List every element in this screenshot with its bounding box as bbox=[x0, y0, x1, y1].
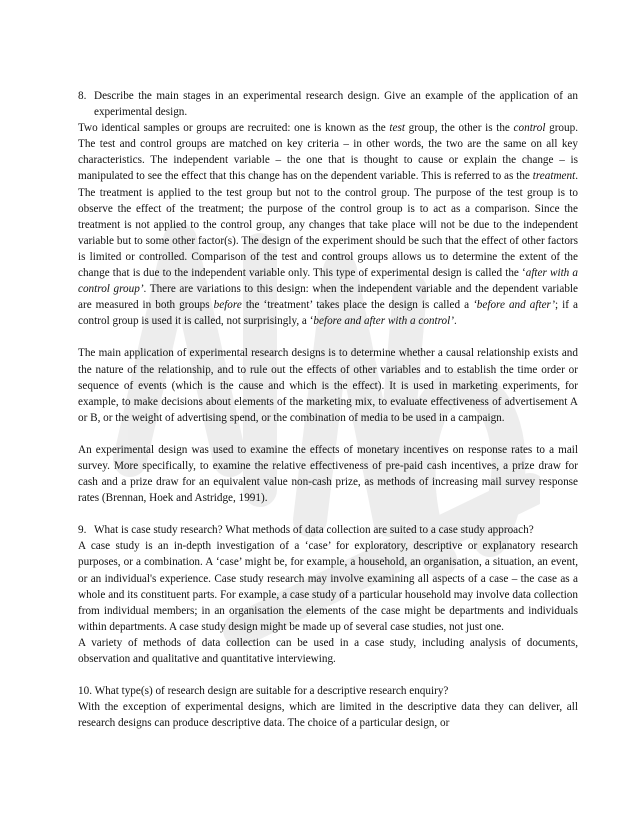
document-body bbox=[78, 88, 578, 731]
paragraph-8b: The main application of experimental research designs is to determine whether a causal relationship exists and the nature of the relationship, and to rule out the effects of other variables and to establish the time order or sequence of events (which is the cause and which is the effect). It is used in marketing experiments, for example, to make decisions about elements of the marketing mix, to evaluate effectiveness of advertisement A or B, or the weight of advertising spend, or the combination of media to be used in a campaign. bbox=[78, 347, 578, 424]
question-number: 9. bbox=[78, 524, 87, 537]
question-number: 8. bbox=[78, 90, 87, 102]
question-10: 10. What type(s) of research design are suitable for a descriptive research enquiry? bbox=[78, 685, 449, 698]
paragraph-8c: An experimental design was used to examine the effects of monetary incentives on response rates to a mail survey. More specifically, to examine the relative effectiveness of pre-paid cash incentives, a prize draw for cash and a prize draw for an equivalent value non-cash prize, as methods of increasing mail survey response rates (Brennan, Hoek and Astridge, 1991). bbox=[78, 443, 578, 505]
paragraph-8a: Two identical samples or groups are recruited: one is known as the test group, the other is the control group. The test and control groups are matched on key criteria – in other words, the two are the same on all key characteristics. The independent variable – the one that is thought to cause or explain the change – is manipulated to see the effect that this change has on the dependent variable. This is referred to as the treatment. The treatment is applied to the test group but not to the control group. The purpose of the test group is to observe the effect of the treatment; the purpose of the control group is to act as a comparison. Since the treatment is not applied to the control group, any changes that take place will not be due to the independent variable but to some other factor(s). The design of the experiment should be such that the effect of other factors is limited or controlled. Comparison of the test and control groups allows us to determine the extent of the change that is due to the independent variable only. This type of experimental design is called the ‘after with a control group’. There are variations to this design: when the independent variable and the dependent variable are measured in both groups before the ‘treatment’ takes place the design is called a ‘before and after’; if a control group is used it is called, not surprisingly, a ‘before and after with a control’. bbox=[78, 122, 578, 328]
paragraph-9a: A case study is an in-depth investigation of a ‘case’ for exploratory, descriptive or explanatory research purposes, or a combination. A ‘case’ might be, for example, a household, an organisation, a situation, an event, or an individual's experience. Case study research may involve examining all aspects of a case – the case as a whole and its constituent parts. For example, a case study of a particular household may involve data collection from individual members; in an organisation the elements of the case might be departments and individuals within departments. A case study design might be made up of several case studies, not just one. bbox=[78, 540, 578, 633]
paragraph-9b: A variety of methods of data collection can be used in a case study, including analysis of documents, observation and qualitative and quantitative interviewing. bbox=[78, 636, 578, 665]
question-8 bbox=[78, 88, 578, 120]
question-9 bbox=[78, 522, 578, 538]
question-text: What is case study research? What methods of data collection are suited to a case study approach? bbox=[94, 524, 534, 537]
paragraph-10a: With the exception of experimental designs, which are limited in the descriptive data they can deliver, all research designs can produce descriptive data. The choice of a particular design, or bbox=[78, 701, 578, 730]
question-text: Describe the main stages in an experimental research design. Give an example of the application of an experimental design. bbox=[94, 90, 578, 119]
